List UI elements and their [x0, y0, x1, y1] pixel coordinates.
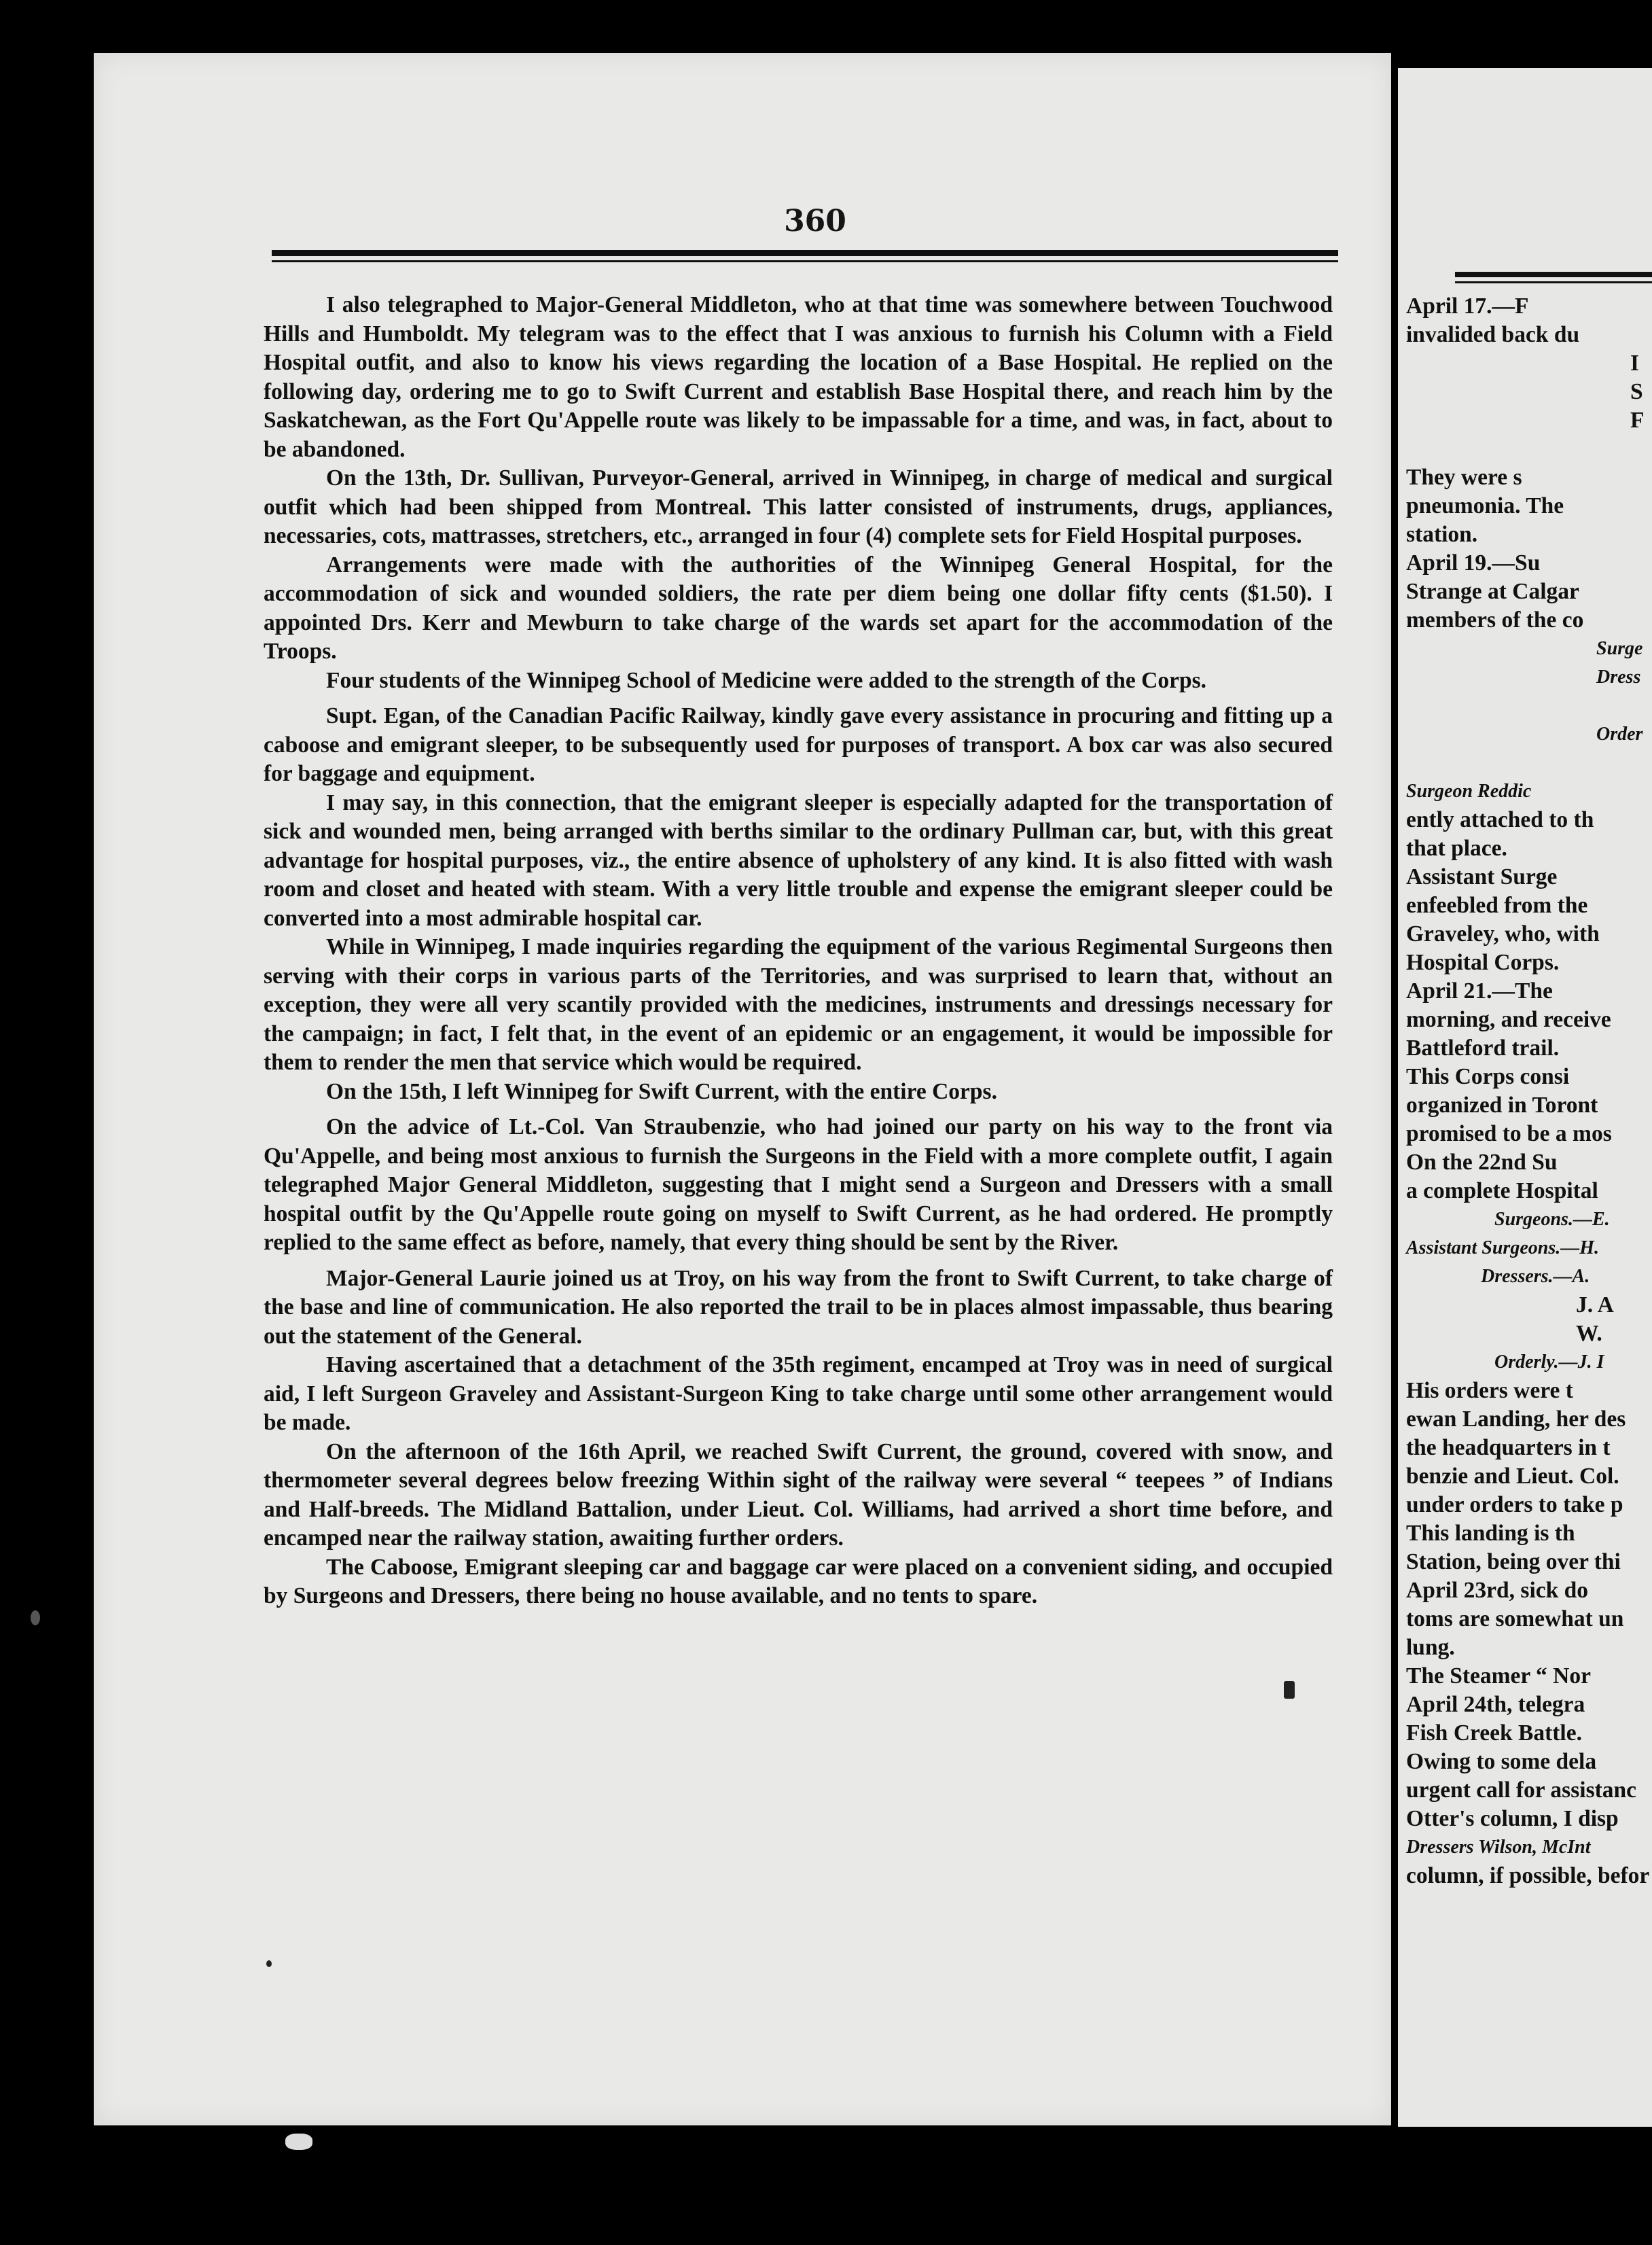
right-column-line: benzie and Lieut. Col. [1406, 1464, 1619, 1489]
right-column-line: promised to be a mos [1406, 1121, 1612, 1146]
right-column-line: Dressers Wilson, McInt [1406, 1837, 1591, 1858]
right-column-line: pneumonia. The [1406, 493, 1564, 518]
paragraph: On the advice of Lt.-Col. Van Straubenzie, who had joined our party on his way to the front via Qu'Appelle, and being most anxious to furnish the Surgeons in the Field with a more complete outfit, I again telegraphed Major General Middleton, suggesting that I might send a Surgeon and Dressers with a small hospital outfit by the Qu'Appelle route going on myself to Swift Current, as he had ordered. He promptly replied to the same effect as before, namely, that every thing should be sent by the River. [264, 1114, 1333, 1255]
right-column-line: Otter's column, I disp [1406, 1806, 1619, 1831]
paragraph: On the 13th, Dr. Sullivan, Purveyor-General, arrived in Winnipeg, in charge of medical and surgical outfit which had been shipped from Montreal. This latter consisted of instruments, drugs, appliances, necessaries, cots, mattrasses, stretchers, etc., arranged in four (4) complete sets for Field Hospital purposes. [264, 465, 1333, 548]
paragraph: I also telegraphed to Major-General Middleton, who at that time was somewhere between Touchwood Hills and Humboldt. My telegram was to the effect that I was anxious to furnish his Column with a Field Hospital outfit, and also to know his views regarding the location of a Base Hospital. He replied on the following day, ordering me to go to Swift Current and establish Base Hospital there, and reach him by the Saskatchewan, as the Fort Qu'Appelle route was likely to be impassable for a time, and was, in fact, about to be abandoned. [264, 292, 1333, 462]
right-column-line: urgent call for assistanc [1406, 1778, 1637, 1803]
right-column-line: under orders to take p [1406, 1492, 1623, 1517]
paragraph: On the 15th, I left Winnipeg for Swift Current, with the entire Corps. [326, 1078, 997, 1104]
right-column-line: The Steamer “ Nor [1406, 1663, 1591, 1689]
right-column-line: the headquarters in t [1406, 1435, 1611, 1460]
right-column-line: Assistant Surge [1406, 864, 1558, 889]
right-column-line: S [1630, 379, 1643, 404]
right-column-line: His orders were t [1406, 1378, 1573, 1403]
paragraph: Major-General Laurie joined us at Troy, on his way from the front to Swift Current, to take charge of the base and line of communication. He also reported the trail to be in places almost impassable, thus bearing out the statement of the General. [264, 1265, 1333, 1349]
right-column-line: On the 22nd Su [1406, 1150, 1558, 1175]
paper-speck [266, 1960, 272, 1967]
right-column-line: Hospital Corps. [1406, 950, 1560, 975]
right-column-line: Station, being over thi [1406, 1549, 1621, 1574]
paragraph: While in Winnipeg, I made inquiries regarding the equipment of the various Regimental Surgeons then serving with their corps in various parts of the Territories, and was surprised to learn that, without an exception, they were all very scantily provided with the medicines, instruments and dressings necessary for the campaign; in fact, I felt that, in the event of an epidemic or an engagement, it would be impossible for them to render the men that service which would be required. [264, 934, 1333, 1075]
paper-speck [285, 2134, 312, 2150]
right-column-line: Dressers.—A. [1481, 1266, 1590, 1287]
right-column-line: Surge [1596, 638, 1643, 659]
right-column-line: column, if possible, befor [1406, 1863, 1650, 1888]
right-column-line: They were s [1406, 465, 1522, 490]
right-column-line: April 21.—The [1406, 978, 1553, 1004]
right-column-line: toms are somewhat un [1406, 1606, 1624, 1631]
right-column-line: Surgeon Reddic [1406, 781, 1532, 802]
paragraph: Having ascertained that a detachment of the 35th regiment, encamped at Troy was in need of surgical aid, I left Surgeon Graveley and Assistant-Surgeon King to take charge until some other arrangement would be made. [264, 1352, 1333, 1435]
right-column-line: This landing is th [1406, 1521, 1575, 1546]
right-column-line: This Corps consi [1406, 1064, 1570, 1089]
right-column-line: enfeebled from the [1406, 893, 1588, 918]
right-column-line: Dress [1596, 667, 1641, 688]
right-column-line: lung. [1406, 1635, 1455, 1660]
page-number: 360 [784, 204, 846, 238]
header-rule-thick [272, 250, 1338, 256]
paragraph: I may say, in this connection, that the emigrant sleeper is especially adapted for the transportation of sick and wounded men, being arranged with berths similar to the ordinary Pullman car, but, with this great advantage for hospital purposes, viz., the entire absence of upholstery of any kind. It is also fitted with wash room and closet and heated with steam. With a very little trouble and expense the emigrant sleeper could be converted into a most admirable hospital car. [264, 790, 1333, 931]
paragraph: On the afternoon of the 16th April, we reached Swift Current, the ground, covered with snow, and thermometer several degrees below freezing Within sight of the railway were several “ teepees ” of Indians and Half-breeds. The Midland Battalion, under Lieut. Col. Williams, had arrived a short time before, and encamped near the railway station, awaiting further orders. [264, 1438, 1333, 1551]
paper-speck [31, 1610, 40, 1625]
right-column-line [1406, 435, 1652, 463]
right-page-text-fragment [1406, 292, 1652, 1890]
right-column-line: Surgeons.—E. [1494, 1209, 1610, 1230]
right-header-rule-thin [1455, 281, 1652, 283]
right-column-line: Assistant Surgeons.—H. [1406, 1237, 1599, 1258]
right-column-line: April 19.—Su [1406, 550, 1541, 576]
right-column-line: morning, and receive [1406, 1007, 1611, 1032]
right-column-line: Orderly.—J. I [1494, 1351, 1604, 1373]
right-column-line: Graveley, who, with [1406, 921, 1600, 947]
right-column-line: J. A [1576, 1292, 1614, 1318]
right-column-line: Fish Creek Battle. [1406, 1720, 1582, 1746]
right-column-line: ently attached to th [1406, 807, 1594, 832]
right-column-line: organized in Toront [1406, 1093, 1598, 1118]
right-column-line: Strange at Calgar [1406, 579, 1579, 604]
right-column-line: Order [1596, 724, 1643, 745]
right-column-line: F [1630, 408, 1645, 433]
right-column-line: April 23rd, sick do [1406, 1578, 1589, 1603]
right-column-line: Battleford trail. [1406, 1036, 1560, 1061]
right-column-line: members of the co [1406, 607, 1584, 633]
main-text-column [264, 291, 1333, 1611]
right-column-line: I [1630, 351, 1640, 376]
paragraph: The Caboose, Emigrant sleeping car and baggage car were placed on a convenient siding, and occupied by Surgeons and Dressers, there being no house available, and no tents to spare. [264, 1554, 1333, 1608]
right-column-line: Owing to some dela [1406, 1749, 1597, 1774]
right-column-line: ewan Landing, her des [1406, 1407, 1626, 1432]
header-rule-thin [272, 260, 1338, 262]
right-column-line: that place. [1406, 836, 1507, 861]
paragraph: Arrangements were made with the authorities of the Winnipeg General Hospital, for the accommodation of sick and wounded soldiers, the rate per diem being one dollar fifty cents ($1.50). I appointed Drs. Kerr and Mewburn to take charge of the wards set apart for the accommodation of the Troops. [264, 552, 1333, 664]
paragraph: Four students of the Winnipeg School of Medicine were added to the strength of the Corps. [326, 667, 1206, 693]
right-column-line: April 17.—F [1406, 294, 1529, 319]
right-column-line: a complete Hospital [1406, 1178, 1598, 1203]
right-header-rule-thick [1455, 272, 1652, 277]
right-column-line: April 24th, telegra [1406, 1692, 1585, 1717]
paragraph: Supt. Egan, of the Canadian Pacific Railway, kindly gave every assistance in procuring and fitting up a caboose and emigrant sleeper, to be subsequently used for purposes of transport. A box car was also secured for baggage and equipment. [264, 703, 1333, 786]
right-column-line [1406, 692, 1652, 720]
right-column-line: station. [1406, 522, 1478, 547]
right-column-line [1406, 749, 1652, 777]
paper-speck [1284, 1681, 1295, 1699]
right-column-line: invalided back du [1406, 322, 1580, 347]
right-column-line: W. [1576, 1321, 1602, 1346]
